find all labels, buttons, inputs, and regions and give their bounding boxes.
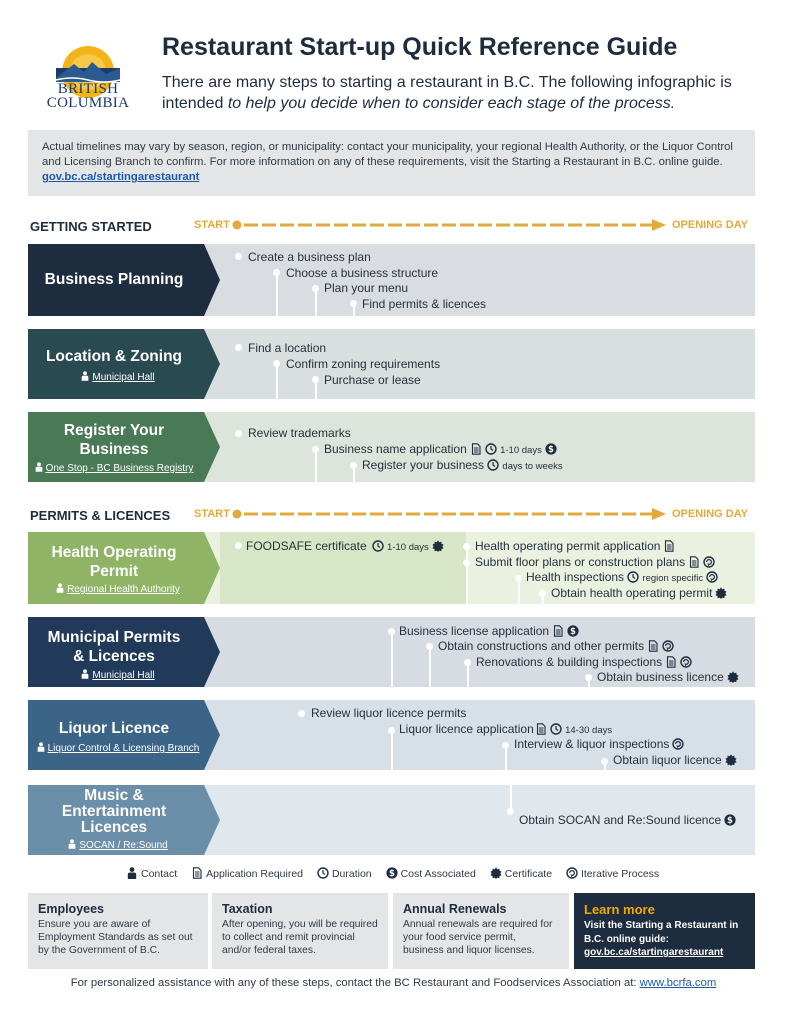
employees-box: [28, 893, 208, 969]
intro-text: There are many steps to starting a restaurant in B.C. The following infographic is intended to help you decide when to consider each stage of the process.: [162, 74, 732, 112]
person-icon: [35, 462, 43, 472]
iterative-icon: [680, 656, 692, 668]
iterative-icon: [672, 738, 684, 750]
learn-more-box: [574, 893, 755, 969]
application-icon: [688, 556, 700, 568]
row-location-zoning: [28, 329, 755, 399]
row-title: Municipal Permits & Licences: [47, 629, 181, 665]
certificate-icon: [725, 754, 737, 766]
person-icon: [68, 839, 76, 849]
guide-link[interactable]: gov.bc.ca/startingarestaurant: [42, 171, 200, 183]
row-municipal-permits: [28, 617, 755, 687]
duration-icon: [487, 459, 499, 471]
application-icon: [665, 656, 677, 668]
timeline-end-label: OPENING DAY: [672, 508, 749, 520]
iterative-icon: [662, 640, 674, 652]
step: Liquor licence application 14-30 days: [399, 722, 613, 736]
application-icon: [535, 723, 547, 735]
certificate-icon: [715, 587, 727, 599]
step: Interview & liquor inspections: [514, 737, 684, 751]
renewals-box: [393, 893, 569, 969]
application-icon: [470, 443, 482, 455]
section-permits: PERMITS & LICENCES: [30, 508, 171, 523]
row-title: Health Operating Permit: [51, 544, 177, 580]
duration-icon: [317, 867, 329, 879]
step: Review trademarks: [248, 426, 351, 440]
step: Obtain business licence: [597, 670, 739, 684]
step: Submit floor plans or construction plans: [475, 555, 715, 569]
step: Confirm zoning requirements: [286, 357, 441, 371]
application-icon: [552, 625, 564, 637]
step: Business license application: [399, 624, 579, 638]
row-title: Liquor Licence: [58, 720, 170, 737]
step: Find permits & licences: [362, 297, 487, 311]
step: Register your business days to weeks: [362, 458, 563, 472]
iterative-icon: [706, 571, 718, 583]
contact-link[interactable]: Liquor Control & Licensing Branch: [28, 742, 208, 754]
step: Business name application 1-10 days: [324, 442, 557, 458]
contact-link[interactable]: Regional Health Authority: [28, 583, 208, 595]
box-text: After opening, you will be required to collect and remit provincial and/or federal taxes.: [222, 919, 378, 956]
box-text: Visit the Starting a Restaurant in B.C. online guide:: [584, 920, 739, 945]
duration-icon: [372, 540, 384, 552]
step: FOODSAFE certificate 1-10 days: [246, 539, 444, 555]
step: Review liquor licence permits: [311, 706, 467, 720]
person-icon: [56, 583, 64, 593]
person-icon: [37, 742, 45, 752]
page-title: Restaurant Start-up Quick Reference Guide: [162, 33, 678, 61]
application-icon: [647, 640, 659, 652]
cost-icon: [545, 443, 557, 455]
certificate-icon: [490, 867, 502, 879]
bottom-note: For personalized assistance with any of these steps, contact the BC Restaurant and Foodservices Association at: www.bcrfa.com: [70, 977, 717, 989]
certificate-icon: [727, 671, 739, 683]
person-icon: [81, 669, 89, 679]
section-getting-started: GETTING STARTED: [30, 219, 152, 234]
contact-link[interactable]: Municipal Hall: [28, 669, 208, 681]
row-title: Register Your Business: [63, 422, 165, 458]
box-title: Learn more: [584, 902, 655, 917]
step: Find a location: [248, 341, 327, 355]
bcrfa-link[interactable]: www.bcrfa.com: [639, 977, 717, 989]
contact-link[interactable]: One Stop - BC Business Registry: [24, 462, 204, 474]
row-register-business: [28, 412, 755, 482]
taxation-box: [212, 893, 388, 969]
contact-link[interactable]: Municipal Hall: [28, 371, 208, 383]
application-icon: [663, 540, 675, 552]
row-title: Business Planning: [44, 271, 184, 288]
contact-link[interactable]: SOCAN / Re:Sound: [28, 839, 208, 851]
duration-icon: [627, 571, 639, 583]
legend: Contact Application Required Duration Cost Associated Certificate Iterative Process: [126, 867, 670, 880]
box-text: Ensure you are aware of Employment Standards as set out by the Government of B.C.: [38, 919, 193, 956]
step: Obtain liquor licence: [613, 753, 737, 767]
row-business-planning: [28, 244, 755, 316]
timeline-arrow: [232, 507, 668, 521]
cost-icon: [386, 867, 398, 879]
duration-icon: [485, 443, 497, 455]
cost-icon: [724, 814, 736, 826]
timeline-notice: Actual timelines may vary by season, region, or municipality: contact your municipality, your regional Health Authority, or the Liquor Control and Licensing Branch to confirm. For more information on any of these requirements, visit the Starting a Restaurant in B.C. online guide. gov.bc.ca/startingarestaurant: [28, 130, 755, 196]
step: Health inspections region specific: [526, 570, 718, 586]
application-icon: [191, 867, 203, 879]
step: Purchase or lease: [324, 373, 421, 387]
step: Plan your menu: [324, 281, 409, 295]
box-title: Taxation: [222, 902, 273, 916]
timeline-end-label: OPENING DAY: [672, 219, 749, 231]
row-title: Location & Zoning: [45, 348, 183, 365]
step: Obtain SOCAN and Re:Sound licence: [519, 813, 736, 827]
row-health-permit: [28, 532, 755, 604]
learn-more-link[interactable]: gov.bc.ca/startingarestaurant: [584, 947, 724, 958]
certificate-icon: [432, 540, 444, 552]
row-liquor-licence: [28, 700, 755, 770]
box-title: Employees: [38, 902, 105, 916]
person-icon: [81, 371, 89, 381]
iterative-icon: [703, 556, 715, 568]
contact-icon: [126, 867, 138, 879]
timeline-arrow: [232, 218, 668, 232]
timeline-start-label: START: [194, 219, 230, 231]
step: Renovations & building inspections: [476, 655, 692, 669]
box-title: Annual Renewals: [403, 902, 507, 916]
cost-icon: [567, 625, 579, 637]
step: Create a business plan: [248, 250, 371, 264]
timeline-start-label: START: [194, 508, 230, 520]
duration-icon: [550, 723, 562, 735]
row-title: Music & Entertainment Licences: [61, 787, 167, 836]
row-music-licences: [28, 785, 755, 855]
step: Health operating permit application: [475, 539, 675, 553]
bc-logo-text: BRITISH COLUMBIA: [46, 81, 130, 111]
box-text: Annual renewals are required for your food service permit, business and liquor licenses.: [403, 919, 553, 956]
iterative-icon: [566, 867, 578, 879]
step: Choose a business structure: [286, 266, 439, 280]
step: Obtain health operating permit: [551, 586, 727, 600]
step: Obtain constructions and other permits: [438, 639, 674, 653]
